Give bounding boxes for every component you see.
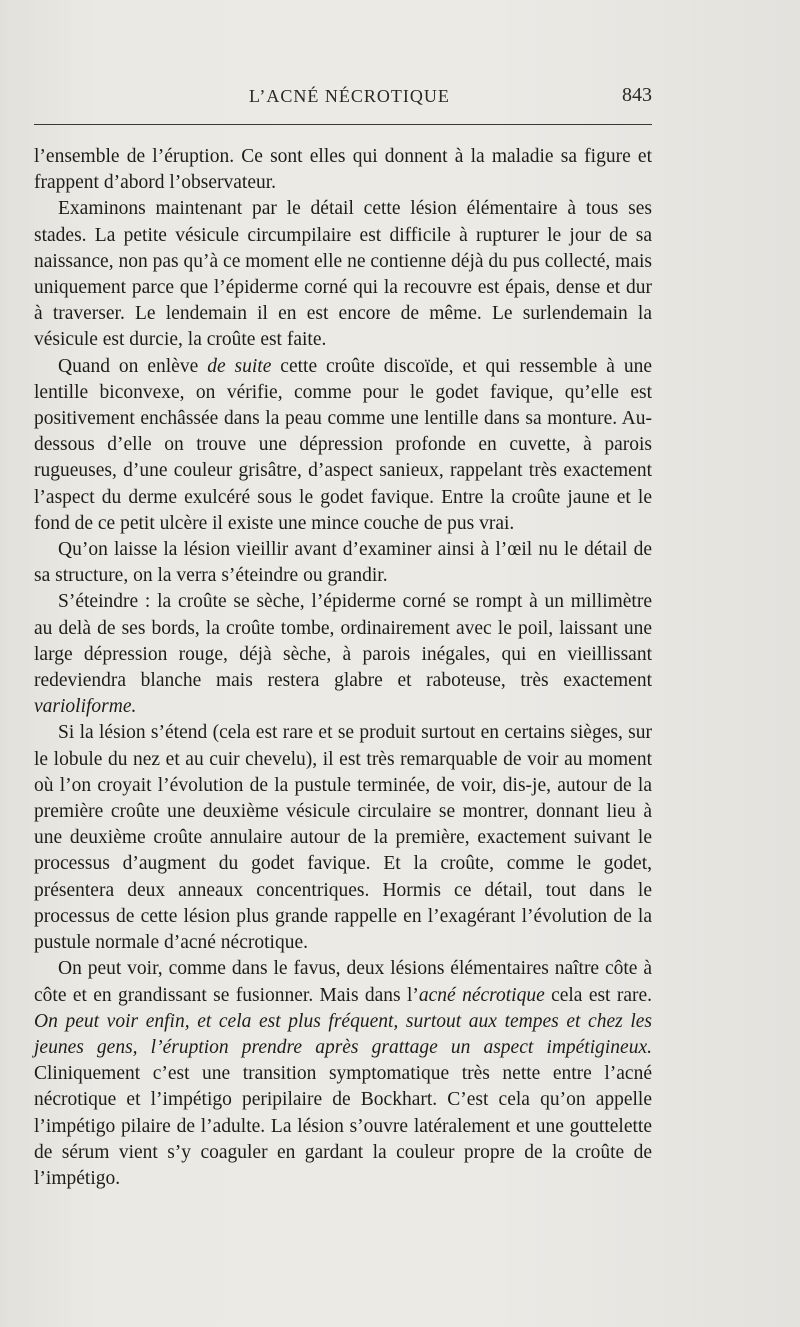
paragraph-2 — [34, 196, 652, 353]
paragraph-4 — [34, 537, 652, 589]
paragraph-3 — [34, 354, 652, 537]
paragraph-1 — [34, 144, 652, 196]
header-rule — [34, 124, 652, 125]
paragraph-text: Cliniquement c’est une transition symptomatique très nette entre l’acné nécrotique et l’impétigo peripilaire de Bockhart. C’est cela qu’on appelle l’impétigo pilaire de l’adulte. La lésion s’ouvre latéralement et une gouttelette de sérum vient s’y coaguler en gardant la couleur propre de la croûte de l’impétigo. — [34, 1063, 652, 1189]
italic-phrase: varioliforme. — [34, 696, 137, 718]
page-header — [34, 86, 654, 116]
italic-phrase: de suite — [207, 355, 272, 377]
paragraph-text: Qu’on laisse la lésion vieillir avant d’examiner ainsi à l’œil nu le détail de sa structure, on la verra s’éteindre ou grandir. — [34, 539, 652, 587]
italic-phrase: acné nécrotique — [418, 984, 545, 1006]
body-text — [34, 144, 652, 1192]
paragraph-7 — [34, 956, 652, 1192]
paragraph-6 — [34, 720, 652, 956]
paragraph-5 — [34, 589, 652, 720]
paragraph-text: On peut voir, comme dans le favus, deux lésions élémentaires naître côte à côte et en grandissant se fusionner. Mais dans l’ — [34, 958, 652, 1006]
paragraph-text: cette croûte discoïde, et qui ressemble à une lentille biconvexe, on vérifie, comme pour le godet favique, qu’elle est positivement enchâssée dans la peau comme une lentille dans sa monture. Au-dessous d’elle on trouve une dépression profonde en cuvette, à parois rugueuses, d’une couleur grisâtre, d’aspect sanieux, rappelant très exactement l’aspect du derme exulcéré sous le godet favique. Entre la croûte jaune et le fond de ce petit ulcère il existe une mince couche de pus vrai. — [34, 355, 653, 534]
running-title: L’ACNÉ NÉCROTIQUE — [249, 86, 450, 106]
paragraph-text: Quand on enlève — [58, 355, 208, 377]
paragraph-text: cela est rare. — [544, 984, 652, 1006]
paragraph-text: Si la lésion s’étend (cela est rare et se produit surtout en certains sièges, sur le lobule du nez et au cuir chevelu), il est très remarquable de voir au moment où l’on croyait l’évolution de la pustule terminée, de voir, dis-je, autour de la première croûte une deuxième vésicule circulaire se montrer, donnant lieu à une deuxième croûte annulaire autour de la première, exactement suivant le processus d’augment du godet favique. Et la croûte, comme le godet, présentera deux anneaux concentriques. Hormis ce détail, tout dans le processus de cette lésion plus grande rappelle en l’exagérant l’évolution de la pustule normale d’acné nécrotique. — [34, 722, 652, 954]
paragraph-text: l’ensemble de l’éruption. Ce sont elles qui donnent à la maladie sa figure et frappent d’abord l’observateur. — [34, 146, 652, 194]
italic-phrase: On peut voir enfin, et cela est plus fréquent, surtout aux tempes et chez les jeunes gens, l’éruption prendre après grattage un aspect impétigineux. — [34, 1010, 652, 1058]
paragraph-text: Examinons maintenant par le détail cette lésion élémentaire à tous ses stades. La petite vésicule circumpilaire est difficile à rupturer le jour de sa naissance, non pas qu’à ce moment elle ne contienne déjà du pus collecté, mais uniquement parce que l’épiderme corné qui la recouvre est épais, dense et dur à traverser. Le lendemain il en est encore de même. Le surlendemain la vésicule est durcie, la croûte est faite. — [34, 198, 652, 351]
page-number: 843 — [622, 84, 652, 106]
paragraph-text: S’éteindre : la croûte se sèche, l’épiderme corné se rompt à un millimètre au delà de ses bords, la croûte tombe, ordinairement avec le poil, laissant une large dépression rouge, déjà sèche, à parois inégales, qui en vieillissant redeviendra blanche mais restera glabre et raboteuse, très exactement — [34, 591, 652, 692]
